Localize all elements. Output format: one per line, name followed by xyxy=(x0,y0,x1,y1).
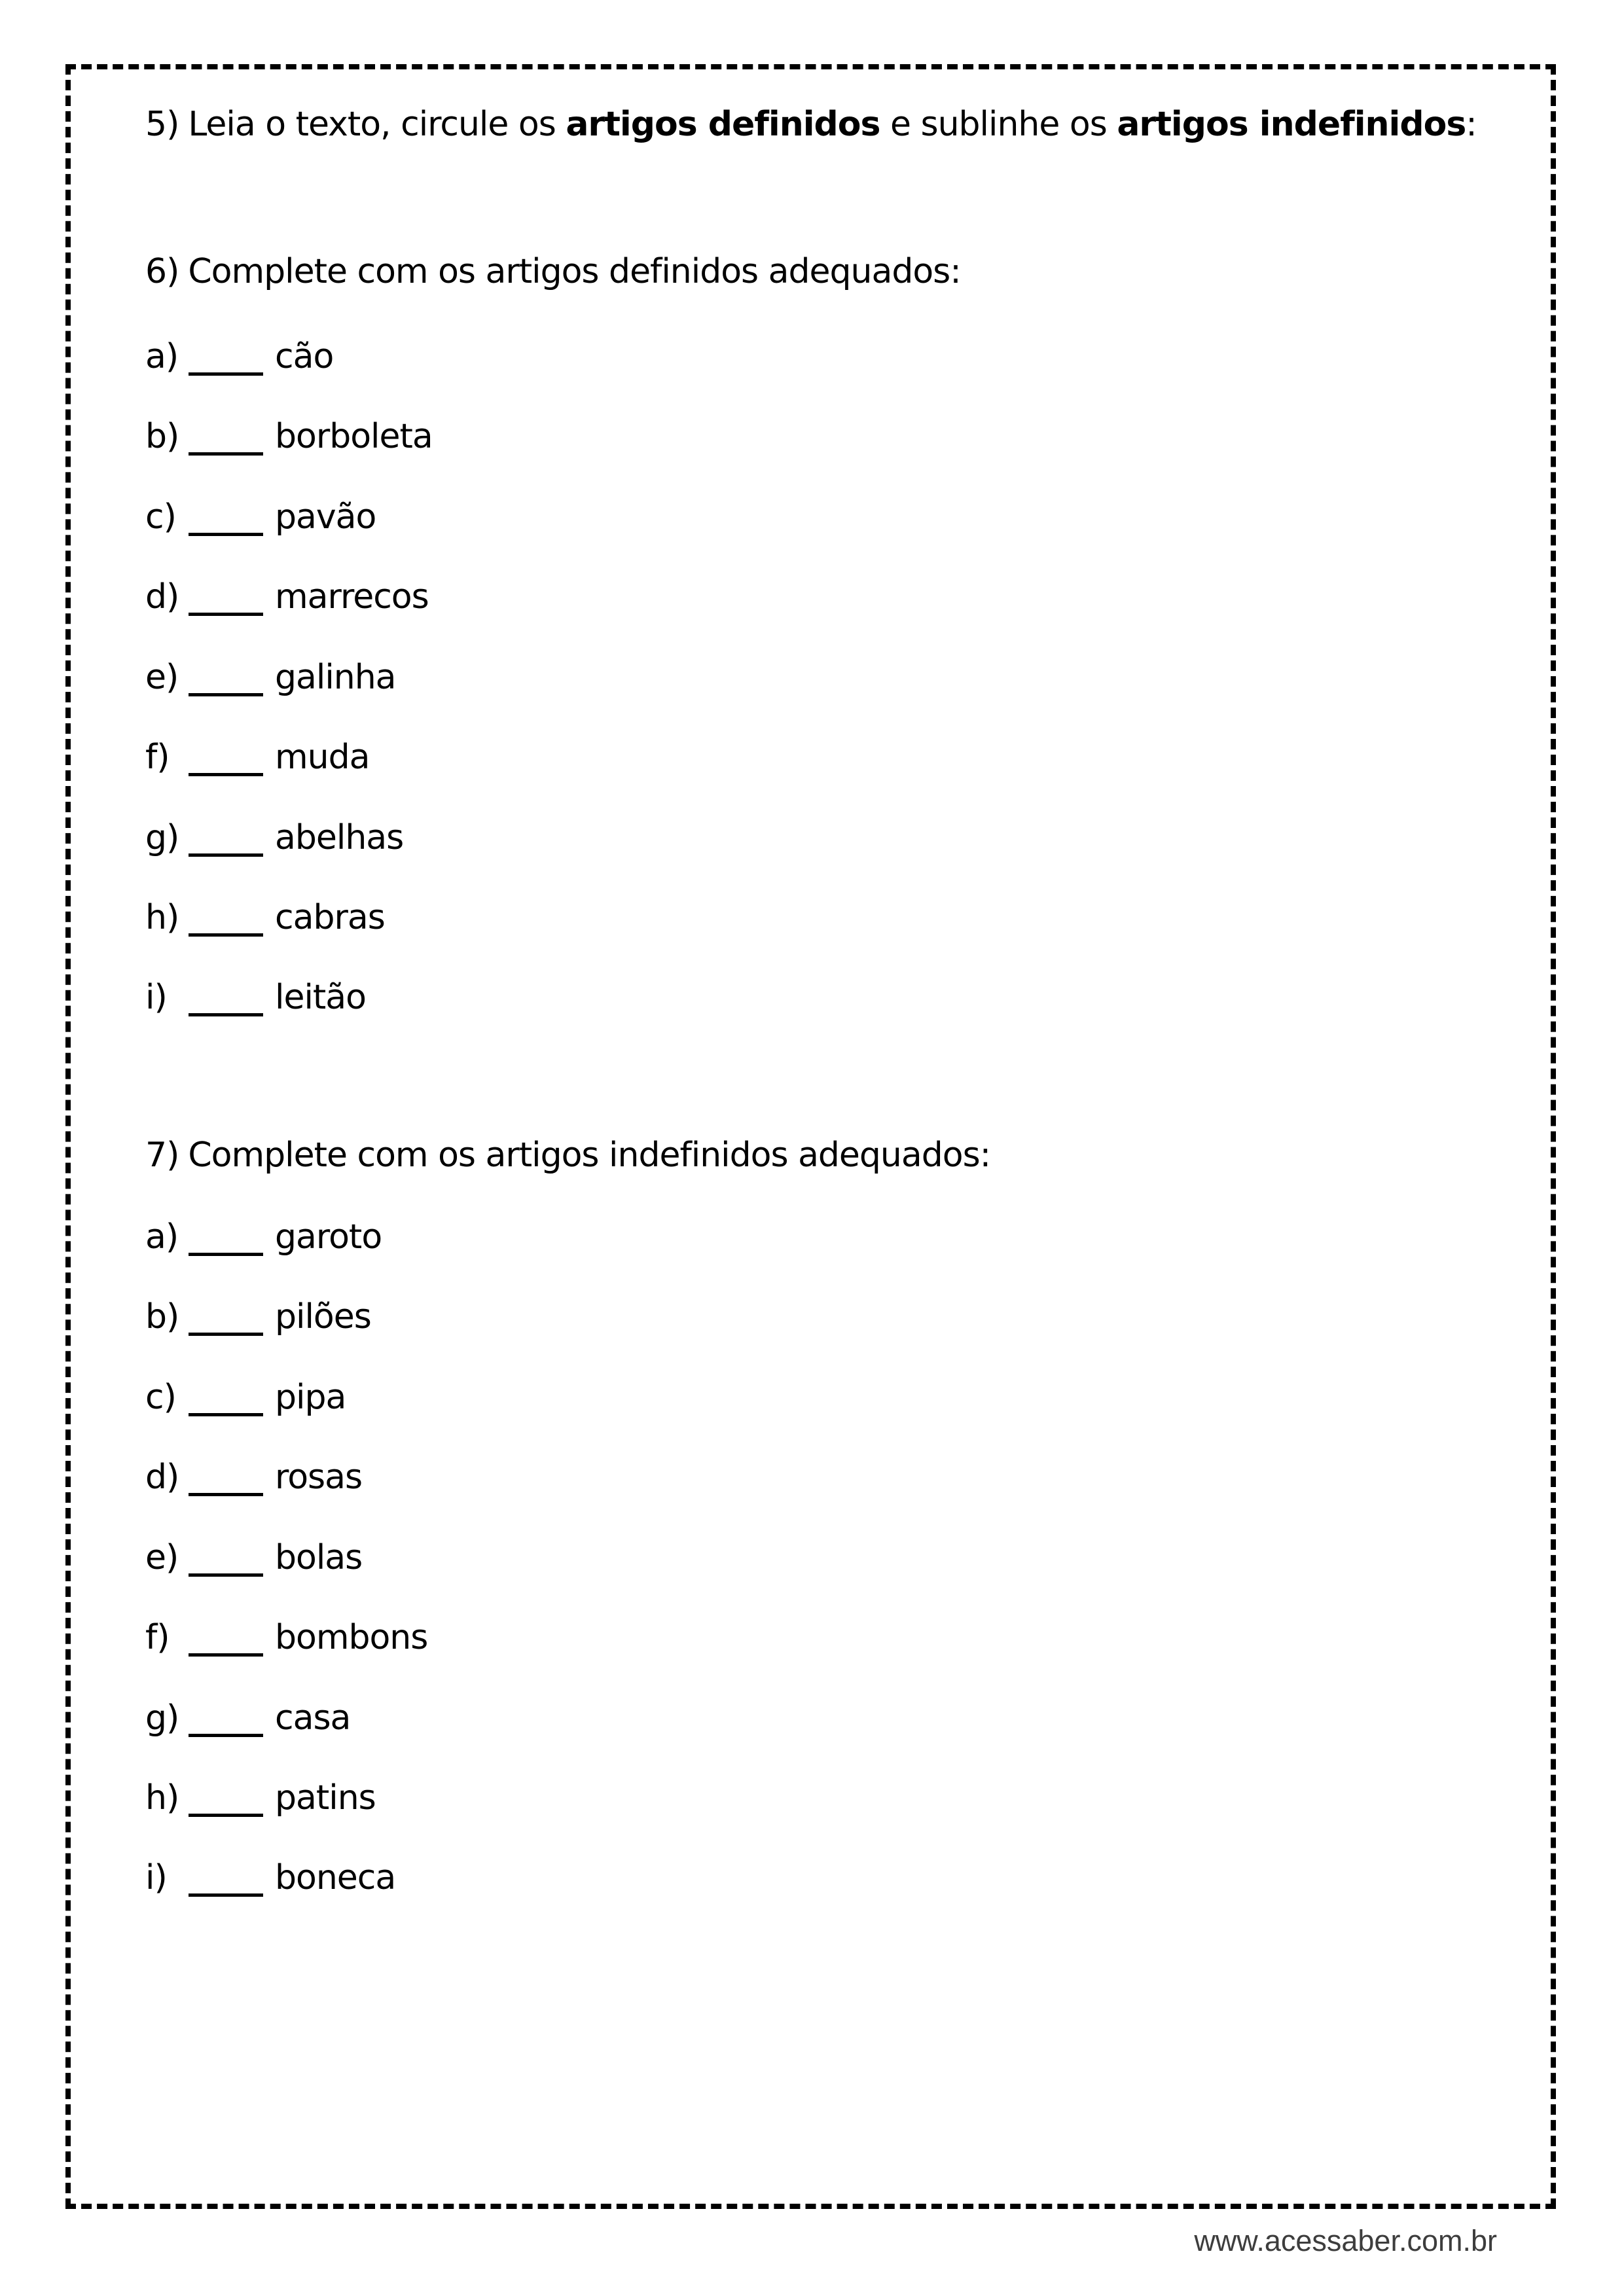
question-5-number: 5) xyxy=(145,105,179,144)
q7-item-g xyxy=(145,1698,351,1738)
q7-item-f xyxy=(145,1618,428,1657)
item-word: casa xyxy=(275,1698,351,1738)
question-7-heading xyxy=(145,1136,991,1175)
question-6-number: 6) xyxy=(145,252,179,291)
q6-item-g xyxy=(145,818,404,857)
q7-item-h xyxy=(145,1778,376,1818)
item-word: cabras xyxy=(275,898,385,937)
item-letter: e) xyxy=(145,1538,179,1577)
item-word: borboleta xyxy=(275,417,433,456)
question-5-text-prefix: Leia o texto, circule os xyxy=(188,105,566,144)
item-letter: h) xyxy=(145,898,179,937)
item-word: marrecos xyxy=(275,577,429,617)
answer-blank xyxy=(189,1387,263,1416)
item-word: bolas xyxy=(275,1538,363,1577)
answer-blank xyxy=(189,1306,263,1336)
item-letter: f) xyxy=(145,1618,170,1657)
item-word: patins xyxy=(275,1778,376,1818)
q7-item-a xyxy=(145,1217,382,1257)
item-word: garoto xyxy=(275,1217,382,1257)
q6-item-a xyxy=(145,337,334,376)
answer-blank xyxy=(189,346,263,376)
q7-item-c xyxy=(145,1380,346,1416)
answer-blank xyxy=(189,1708,263,1737)
q7-item-b xyxy=(145,1297,371,1336)
q6-item-e xyxy=(145,660,396,696)
item-letter: h) xyxy=(145,1778,179,1818)
question-6-heading xyxy=(145,252,961,291)
answer-blank xyxy=(189,507,263,536)
q6-item-b xyxy=(145,417,433,456)
footer-website-url: www.acessaber.com.br xyxy=(1194,2224,1497,2257)
answer-blank xyxy=(189,1547,263,1577)
question-5-heading xyxy=(145,105,1477,144)
q6-item-i xyxy=(145,980,366,1016)
item-word: bombons xyxy=(275,1618,428,1657)
question-5-bold-definidos: artigos definidos xyxy=(566,105,880,144)
answer-blank xyxy=(189,667,263,696)
answer-blank xyxy=(189,747,263,776)
item-letter: d) xyxy=(145,1458,179,1497)
item-word: pipa xyxy=(275,1378,346,1417)
item-letter: e) xyxy=(145,658,179,697)
q6-item-c xyxy=(145,497,376,537)
q7-item-e xyxy=(145,1538,363,1577)
item-word: cão xyxy=(275,337,334,376)
item-letter: i) xyxy=(145,978,167,1017)
item-letter: b) xyxy=(145,417,179,456)
answer-blank xyxy=(189,426,263,456)
q6-item-h xyxy=(145,898,385,937)
question-7-number: 7) xyxy=(145,1136,179,1175)
answer-blank xyxy=(189,1227,263,1256)
item-word: leitão xyxy=(275,978,366,1017)
item-letter: c) xyxy=(145,1378,176,1417)
question-5-text-middle: e sublinhe os xyxy=(880,105,1117,144)
item-word: pilões xyxy=(275,1297,371,1336)
item-letter: d) xyxy=(145,577,179,617)
item-letter: a) xyxy=(145,1217,179,1257)
answer-blank xyxy=(189,1867,263,1897)
question-7-title: Complete com os artigos indefinidos adequados: xyxy=(188,1136,991,1175)
item-word: boneca xyxy=(275,1858,396,1897)
answer-blank xyxy=(189,827,263,857)
item-letter: g) xyxy=(145,1698,179,1738)
answer-blank xyxy=(189,1627,263,1657)
answer-blank xyxy=(189,1787,263,1817)
answer-blank xyxy=(189,907,263,937)
item-letter: f) xyxy=(145,738,170,777)
answer-blank xyxy=(189,1467,263,1496)
item-word: rosas xyxy=(275,1458,363,1497)
item-letter: g) xyxy=(145,818,179,857)
q6-item-d xyxy=(145,577,429,617)
item-word: pavão xyxy=(275,497,376,537)
item-letter: i) xyxy=(145,1858,167,1897)
question-6-title: Complete com os artigos definidos adequados: xyxy=(188,252,961,291)
q7-item-d xyxy=(145,1460,362,1496)
item-word: galinha xyxy=(275,658,396,697)
question-5-text-suffix: : xyxy=(1466,105,1477,144)
item-letter: b) xyxy=(145,1297,179,1336)
q7-item-i xyxy=(145,1858,396,1897)
answer-blank xyxy=(189,586,263,616)
item-letter: c) xyxy=(145,497,176,537)
answer-blank xyxy=(189,987,263,1016)
item-letter: a) xyxy=(145,337,179,376)
item-word: muda xyxy=(275,738,370,777)
item-word: abelhas xyxy=(275,818,404,857)
q6-item-f xyxy=(145,740,369,776)
question-5-bold-indefinidos: artigos indefinidos xyxy=(1117,105,1466,144)
